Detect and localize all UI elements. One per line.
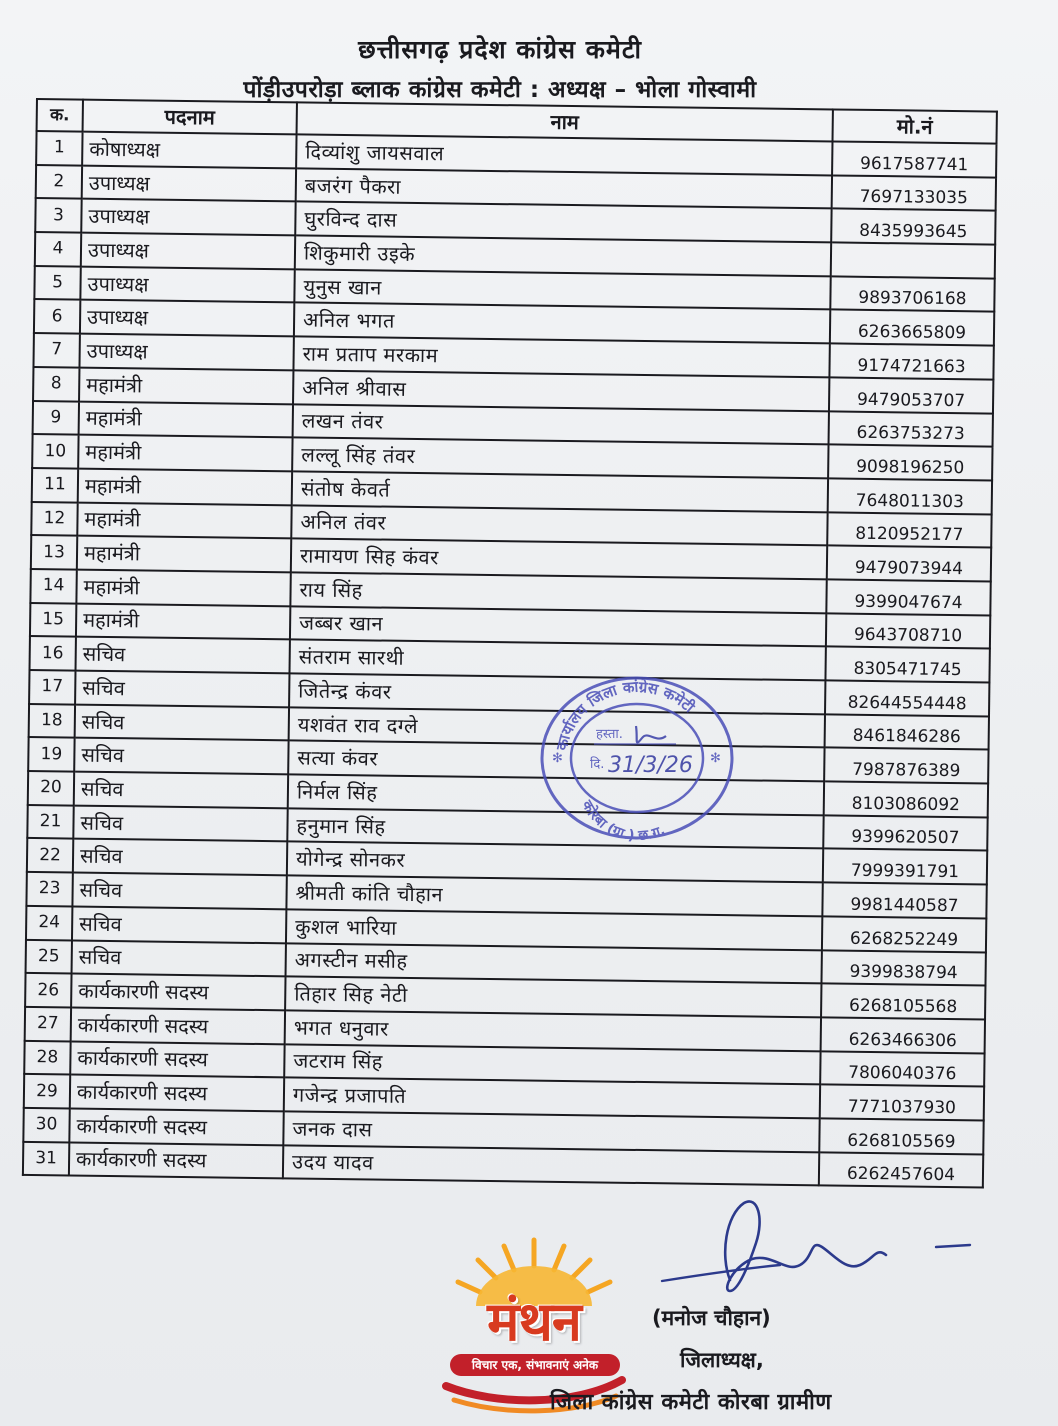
stamp-date: 31/3/26 xyxy=(608,753,693,778)
cell-name: राम प्रताप मरकाम xyxy=(293,337,829,378)
header-name: नाम xyxy=(297,102,833,141)
cell-serial: 23 xyxy=(26,872,72,906)
stamp-outer-text: कार्यालय जिला कांग्रेस कमेटी xyxy=(552,677,698,753)
signature-dash xyxy=(936,1245,970,1247)
cell-post: कार्यकारणी सदस्य xyxy=(69,1108,283,1144)
cell-name: भगत धनुवार xyxy=(285,1010,821,1051)
cell-post: कार्यकारणी सदस्य xyxy=(70,1041,284,1077)
cell-name: घुरविन्द दास xyxy=(295,202,831,243)
cell-serial: 14 xyxy=(30,569,76,603)
cell-name: उदय यादव xyxy=(283,1145,819,1186)
cell-serial: 26 xyxy=(25,973,71,1007)
cell-mobile: 8103086092 xyxy=(824,781,988,817)
cell-post: सचिव xyxy=(72,940,286,976)
cell-serial: 15 xyxy=(30,603,76,637)
cell-name: संतोष केवर्त xyxy=(292,471,828,512)
cell-name: निर्मल सिंह xyxy=(288,774,824,815)
cell-mobile: 8461846286 xyxy=(825,714,989,750)
cell-name: लल्लू सिंह तंवर xyxy=(292,438,828,479)
signature-underline xyxy=(662,1265,780,1281)
cell-name: रामायण सिह कंवर xyxy=(291,539,827,580)
cell-name: युनुस खान xyxy=(294,269,830,310)
cell-serial: 17 xyxy=(29,670,75,704)
cell-post: महामंत्री xyxy=(78,435,292,471)
stamp-bottom-text: कोरबा (ग्रा.) छ.ग. xyxy=(578,797,668,842)
cell-post: उपाध्यक्ष xyxy=(79,334,293,370)
cell-mobile: 6262457604 xyxy=(819,1152,983,1188)
cell-name: अगस्टीन मसीह xyxy=(286,943,822,984)
cell-post: कार्यकारणी सदस्य xyxy=(71,1007,285,1043)
cell-serial: 4 xyxy=(35,232,81,266)
cell-post: उपाध्यक्ष xyxy=(81,233,295,269)
cell-mobile: 8435993645 xyxy=(831,209,995,245)
cell-mobile: 8120952177 xyxy=(827,512,991,548)
cell-mobile: 7806040376 xyxy=(820,1051,984,1087)
cell-post: उपाध्यक्ष xyxy=(80,300,294,336)
cell-post: उपाध्यक्ष xyxy=(80,266,294,302)
cell-mobile: 6268252249 xyxy=(822,916,986,952)
cell-serial: 29 xyxy=(24,1074,70,1108)
office-bearers-table xyxy=(22,98,998,1189)
cell-serial: 21 xyxy=(27,805,73,839)
cell-post: कार्यकारणी सदस्य xyxy=(69,1142,283,1178)
cell-serial: 1 xyxy=(36,131,82,165)
cell-post: सचिव xyxy=(76,637,290,673)
cell-mobile: 9479073944 xyxy=(827,546,991,582)
cell-name: अनिल श्रीवास xyxy=(293,370,829,411)
stamp-initials-scribble xyxy=(636,726,666,742)
cell-mobile: 6263753273 xyxy=(829,411,993,447)
cell-mobile: 7648011303 xyxy=(828,478,992,514)
cell-serial: 12 xyxy=(31,502,77,536)
signatory-organization: जिला कांग्रेस कमेटी कोरबा ग्रामीण xyxy=(550,1390,832,1415)
signatory-designation: जिलाध्यक्ष, xyxy=(680,1348,764,1372)
logo-wordmark: मंथन xyxy=(487,1290,581,1353)
cell-name: अनिल भगत xyxy=(294,303,830,344)
cell-mobile: 9981440587 xyxy=(822,882,986,918)
cell-name: शिकुमारी उइके xyxy=(295,235,831,276)
cell-serial: 9 xyxy=(33,400,79,434)
cell-serial: 31 xyxy=(23,1142,69,1176)
cell-name: योगेन्द्र सोनकर xyxy=(287,842,823,883)
cell-post: सचिव xyxy=(73,805,287,841)
logo-tagline: विचार एक, संभावनाएं अनेक xyxy=(450,1354,620,1376)
cell-mobile: 6268105569 xyxy=(819,1118,983,1154)
handwritten-signature xyxy=(660,1195,980,1305)
cell-serial: 10 xyxy=(32,434,78,468)
cell-name: तिहार सिह नेटी xyxy=(285,977,821,1018)
cell-post: कार्यकारणी सदस्य xyxy=(70,1075,284,1111)
stamp-date-label: दि. xyxy=(590,757,605,772)
cell-serial: 2 xyxy=(36,165,82,199)
cell-post: कार्यकारणी सदस्य xyxy=(71,974,285,1010)
cell-post: महामंत्री xyxy=(79,367,293,403)
signature-stroke xyxy=(725,1201,886,1291)
office-bearers-table-wrap xyxy=(22,98,998,1189)
cell-post: महामंत्री xyxy=(77,536,291,572)
cell-serial: 24 xyxy=(26,906,72,940)
header-mobile: मो.नं xyxy=(832,109,996,143)
cell-post: कोषाध्यक्ष xyxy=(82,132,296,168)
cell-mobile: 7697133035 xyxy=(832,175,996,211)
table-body xyxy=(23,131,997,1188)
cell-serial: 6 xyxy=(34,299,80,333)
document-title: छत्तीसगढ़ प्रदेश कांग्रेस कमेटी xyxy=(358,35,642,64)
cell-serial: 13 xyxy=(31,535,77,569)
cell-post: महामंत्री xyxy=(76,603,290,639)
cell-post: महामंत्री xyxy=(79,401,293,437)
cell-mobile: 7987876389 xyxy=(824,748,988,784)
cell-name: कुशल भारिया xyxy=(286,909,822,950)
cell-mobile: 8305471745 xyxy=(825,647,989,683)
cell-post: सचिव xyxy=(74,738,288,774)
cell-mobile: 9399047674 xyxy=(826,579,990,615)
cell-mobile: 9098196250 xyxy=(828,445,992,481)
cell-mobile: 6263665809 xyxy=(830,310,994,346)
cell-mobile: 9399838794 xyxy=(821,950,985,986)
cell-serial: 27 xyxy=(25,1007,71,1041)
cell-name: जटराम सिंह xyxy=(284,1044,820,1085)
cell-name: श्रीमती कांति चौहान xyxy=(286,875,822,916)
cell-post: महामंत्री xyxy=(78,468,292,504)
cell-name: जब्बर खान xyxy=(290,606,826,647)
cell-post: उपाध्यक्ष xyxy=(81,199,295,235)
cell-mobile: 6263466306 xyxy=(821,1017,985,1053)
cell-post: सचिव xyxy=(72,873,286,909)
cell-serial: 5 xyxy=(34,266,80,300)
cell-post: सचिव xyxy=(73,839,287,875)
cell-name: संतराम सारथी xyxy=(289,640,825,681)
cell-post: उपाध्यक्ष xyxy=(82,165,296,201)
cell-mobile: 9617587741 xyxy=(832,141,996,177)
cell-mobile: 82644554448 xyxy=(825,680,989,716)
cell-post: सचिव xyxy=(75,704,289,740)
cell-mobile: 7999391791 xyxy=(823,849,987,885)
cell-post: सचिव xyxy=(74,772,288,808)
cell-post: महामंत्री xyxy=(76,570,290,606)
cell-name: सत्या कंवर xyxy=(288,741,824,782)
cell-mobile: 9479053707 xyxy=(829,377,993,413)
cell-name: लखन तंवर xyxy=(293,404,829,445)
cell-post: महामंत्री xyxy=(77,502,291,538)
cell-mobile: 9174721663 xyxy=(829,344,993,380)
cell-name: गजेन्द्र प्रजापति xyxy=(284,1078,820,1119)
cell-serial: 3 xyxy=(35,198,81,232)
office-stamp xyxy=(538,672,736,842)
cell-serial: 20 xyxy=(28,771,74,805)
cell-mobile: 7771037930 xyxy=(820,1085,984,1121)
cell-post: सचिव xyxy=(72,906,286,942)
cell-post: सचिव xyxy=(75,671,289,707)
stamp-sign-label: हस्ता. xyxy=(596,727,623,742)
cell-name: जितेन्द्र कंवर xyxy=(289,673,825,714)
header-serial: क. xyxy=(37,99,83,132)
cell-mobile: 9643708710 xyxy=(826,613,990,649)
cell-mobile: 9893706168 xyxy=(830,276,994,312)
stamp-star-right-icon: ✻ xyxy=(710,751,721,766)
cell-serial: 8 xyxy=(33,367,79,401)
cell-serial: 18 xyxy=(29,704,75,738)
cell-name: जनक दास xyxy=(283,1111,819,1152)
cell-serial: 19 xyxy=(28,737,74,771)
cell-serial: 7 xyxy=(33,333,79,367)
cell-mobile: 6268105568 xyxy=(821,984,985,1020)
signatory-name: (मनोज चौहान) xyxy=(652,1306,771,1330)
cell-name: बजरंग पैकरा xyxy=(296,168,832,209)
cell-mobile: 9399620507 xyxy=(823,815,987,851)
cell-name: राय सिंह xyxy=(290,572,826,613)
cell-serial: 30 xyxy=(23,1108,69,1142)
stamp-star-left-icon: ✻ xyxy=(552,751,563,766)
cell-serial: 28 xyxy=(24,1040,70,1074)
cell-serial: 16 xyxy=(30,636,76,670)
document-subtitle: पोंड़ीउपरोड़ा ब्लाक कांग्रेस कमेटी : अध्यक्ष – भोला गोस्वामी xyxy=(243,77,757,103)
cell-serial: 25 xyxy=(26,939,72,973)
cell-serial: 22 xyxy=(27,838,73,872)
cell-serial: 11 xyxy=(32,468,78,502)
cell-mobile xyxy=(831,242,995,278)
cell-name: यशवंत राव दग्ले xyxy=(289,707,825,748)
cell-name: दिव्यांशु जायसवाल xyxy=(296,134,832,175)
cell-name: हनुमान सिंह xyxy=(287,808,823,849)
cell-name: अनिल तंवर xyxy=(291,505,827,546)
header-post: पदनाम xyxy=(83,100,297,135)
